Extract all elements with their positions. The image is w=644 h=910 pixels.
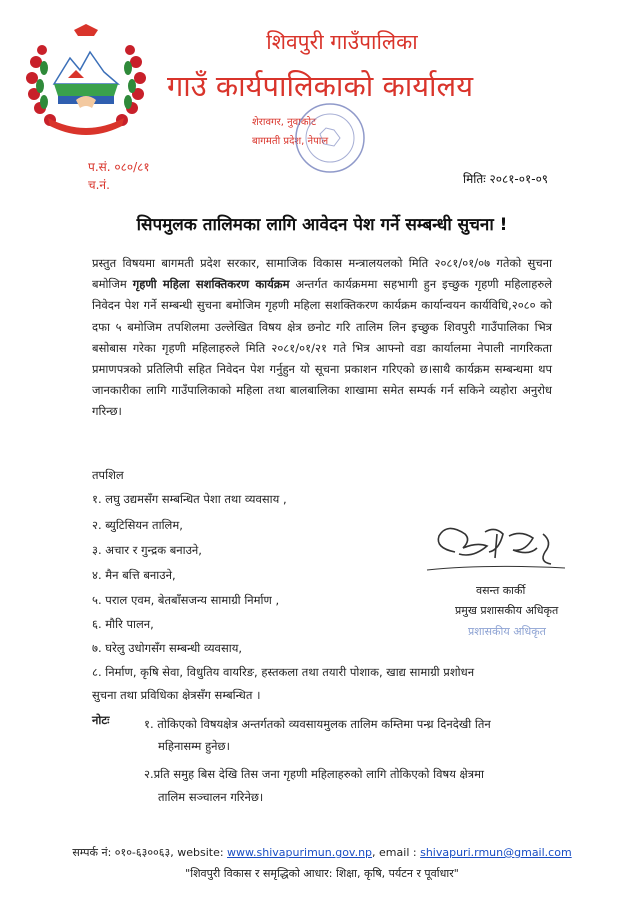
notice-date: मितिः २०८१-०१-०९ — [463, 172, 549, 186]
list-item: १. लघु उद्यमसँग सम्बन्धित पेशा तथा व्यवसाय , — [92, 492, 287, 506]
note-2-line-1: २.प्रति समुह बिस देखि तिस जना गृहणी महिलाहरुको लागि तोकिएको विषय क्षेत्रमा — [144, 767, 484, 781]
address-line-1: शेरावगर, नुवाकोट — [252, 117, 317, 128]
list-item: ५. पराल एवम, बेतबाँसजन्य सामाग्री निर्माण , — [92, 593, 280, 607]
website-label: website: — [177, 846, 224, 859]
email-label: , email : — [372, 846, 417, 859]
office-title: गाउँ कार्यपालिकाको कार्यालय — [166, 69, 474, 103]
nepal-emblem-icon — [18, 22, 154, 140]
note-1-line-1: १. तोकिएको विषयक्षेत्र अन्तर्गतको व्यवसायमुलक तालिम कम्तिमा पन्ध्र दिनदेखी तिन — [144, 717, 491, 731]
list-item: ७. घरेलु उधोगसँग सम्बन्धी व्यवसाय, — [92, 641, 243, 655]
note-1-line-2: महिनासम्म हुनेछ। — [158, 739, 230, 753]
program-name: गृहणी महिला सशक्तिकरण कार्यक्रम — [132, 277, 290, 292]
tapsil-heading: तपशिल — [92, 468, 124, 482]
notice-subject: सिपमुलक तालिमका लागि आवेदन पेश गर्ने सम्बन्धी सुचना ! — [136, 215, 508, 235]
list-item: ८. निर्माण, कृषि सेवा, विधुतिय वायरिङ, हस्तकला तथा तयारी पोशाक, खाद्य सामाग्री प्रशोधन — [92, 665, 475, 679]
list-item: ४. मैन बत्ति बनाउने, — [92, 568, 176, 582]
designation-stamp: प्रशासकीय अधिकृत — [468, 625, 546, 638]
address-line-2: बागमती प्रदेश, नेपाल — [252, 136, 329, 147]
email-link[interactable]: shivapuri.rmun@gmail.com — [420, 846, 572, 859]
note-label: नोटः — [92, 713, 110, 727]
contact-number: सम्पर्क नं: ०१०-६३००६३, — [72, 846, 174, 859]
signature-icon — [425, 512, 575, 578]
body-text-part-1: प्रस्तुत विषयमा बागमती प्रदेश सरकार, सामाजिक विकास मन्त्रालयलको मिति २०८१/०१/०७ गतेको सुचना बमोजिम — [92, 256, 552, 292]
footer-contact — [0, 845, 644, 860]
chalani-number: च.नं. — [88, 178, 110, 192]
list-item: २. ब्युटिसियन तालिम, — [92, 518, 183, 532]
list-item-continuation: सुचना तथा प्रविधिका क्षेत्रसँग सम्बन्धित । — [92, 688, 261, 702]
patra-sankhya: प.सं. ०८०/८१ — [88, 160, 150, 174]
signatory-title: प्रमुख प्रशासकीय अधिकृत — [455, 604, 559, 617]
list-item: ३. अचार र गुन्द्रक बनाउने, — [92, 543, 202, 557]
footer-motto: "शिवपुरी विकास र समृद्धिको आधार: शिक्षा, कृषि, पर्यटन र पूर्वाधार" — [185, 867, 459, 880]
reference-numbers — [88, 158, 150, 194]
list-item: ६. मौरि पालन, — [92, 617, 154, 631]
municipality-name: शिवपुरी गाउँपालिका — [266, 30, 418, 54]
notice-body — [92, 253, 552, 423]
note-2-line-2: तालिम सञ्चालन गरिनेछ। — [158, 790, 264, 804]
body-text-part-2: अन्तर्गत कार्यक्रममा सहभागी हुन इच्छुक गृहणी महिलाहरुले निवेदन पेश गर्ने सम्बन्धी सुचना बमोजिम गृहणी महिला सशक्तिकरण कार्यक्रम कार्यान्वयन कार्यविधि,२०८० को दफा ५ बमोजिम तपशिलमा उल्लेखित विषय क्षेत्र छनोट गरि तालिम लिन इच्छुक शिवपुरी गाउँपालिका भित्र बसोबास गरेका गृहणी महिलाहरुले मिति २०८१/०१/२१ गते भित्र आफ्नो वडा कार्यालमा नेपाली नागरिकता प्रमाणपत्रको प्रतिलिपी सहित निवेदन पेश गर्नुहुन यो सूचना प्रकाशन गरिएको छ।साथै कार्यक्रम सम्बन्धमा थप जानकारीका लागि गाउँपालिकाको महिला तथा बालबालिका शाखामा समेत सम्पर्क गर्न सकिने व्यहोरा अनुरोध गरिन्छ। — [92, 277, 553, 419]
website-link[interactable]: www.shivapurimun.gov.np — [227, 846, 373, 859]
office-seal-icon — [290, 98, 370, 178]
signatory-name: वसन्त कार्की — [476, 584, 526, 597]
